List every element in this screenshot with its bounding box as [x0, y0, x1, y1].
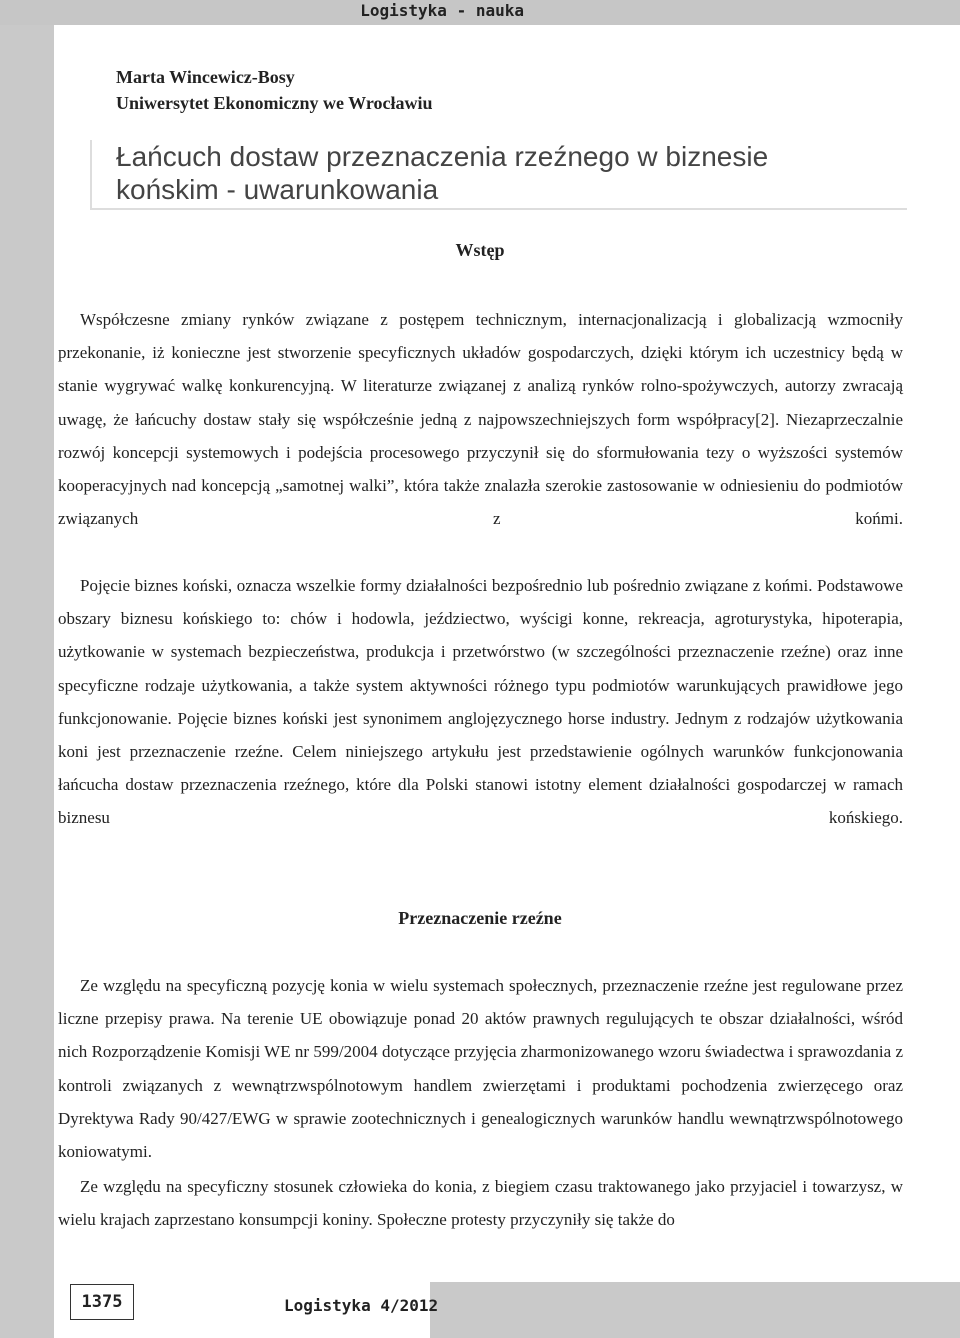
- author-affiliation: Uniwersytet Ekonomiczny we Wrocławiu: [116, 93, 433, 113]
- paragraph: Pojęcie biznes koński, oznacza wszelkie formy działalności bezpośrednio lub pośrednio związane z końmi. Podstawowe obszary biznesu końskiego to: chów i hodowla, jeździectwo, wyścigi konne, rekreacja, agroturystyka, hipoterapia, użytkowanie w systemach bezpieczeństwa, produkcja i przetwórstwo (w szczególności przeznaczenie rzeźne) oraz inne specyficzne rodzaje użytkowania, a także system aktywności różnego typu podmiotów warunkujących prawidłowe jego funkcjonowanie. Pojęcie biznes koński jest synonimem anglojęzycznego horse industry. Jednym z rodzajów użytkowania koni jest przeznaczenie rzeźne. Celem niniejszego artykułu jest przedstawienie ogólnych warunków funkcjonowania łańcucha dostaw przeznaczenia rzeźnego, które dla Polski stanowi istotny element działalności gospodarczej w ramach biznesu końskiego.: [58, 576, 903, 828]
- left-margin-band: [0, 0, 54, 1338]
- running-header: [0, 0, 960, 25]
- running-title: Logistyka - nauka: [360, 1, 524, 20]
- article-title-line: Łańcuch dostaw przeznaczenia rzeźnego w biznesie: [116, 141, 769, 172]
- page-number: 1375: [70, 1284, 134, 1320]
- author-name: Marta Wincewicz-Bosy: [116, 67, 295, 87]
- journal-issue: Logistyka 4/2012: [284, 1296, 439, 1315]
- paragraph: Ze względu na specyficzny stosunek człowieka do konia, z biegiem czasu traktowanego jako przyjaciel i towarzysz, w wielu krajach zaprzestano konsumpcji koniny. Społeczne protesty przyczyniły się także do: [58, 1177, 903, 1230]
- section-heading-intro: Wstęp: [455, 240, 505, 260]
- section-heading-slaughter: Przeznaczenie rzeźne: [398, 908, 562, 928]
- author-block: [116, 64, 433, 116]
- article-title: [116, 140, 896, 206]
- paragraph: Ze względu na specyficzną pozycję konia w wielu systemach społecznych, przeznaczenie rzeźne jest regulowane przez liczne przepisy prawa. Na terenie UE obowiązuje ponad 20 aktów prawnych regulujących te obszar działalności, wśród nich Rozporządzenie Komisji WE nr 599/2004 dotyczące przyjęcia zharmonizowanego wzoru świadectwa i sprawozdania z kontroli związanych z wewnątrzwspólnotowym handlem zwierzętami i produktami pochodzenia zwierzęcego oraz Dyrektywa Rady 90/427/EWG w sprawie zootechnicznych i genealogicznych warunków handlu wewnątrzwspólnotowego koniowatymi.: [58, 976, 903, 1162]
- article-title-line: końskim - uwarunkowania: [116, 174, 439, 205]
- paragraph: Współczesne zmiany rynków związane z postępem technicznym, internacjonalizacją i globalizacją wzmocniły przekonanie, iż konieczne jest stworzenie specyficznych układów gospodarczych, dzięki którym ich uczestnicy będą w stanie wygrywać walkę konkurencyjną. W literaturze związanej z analizą rynków rolno-spożywczych, autorzy zwracają uwagę, że łańcuchy dostaw stały się współcześnie jedną z najpowszechniejszych form współpracy[2]. Niezaprzeczalnie rozwój koncepcji systemowych i podejścia procesowego przyczynił się do sformułowania tezy o wyższości systemów kooperacyjnych nad koncepcją „samotnej walki”, która także znalazła szerokie zastosowanie w odniesieniu do podmiotów związanych z końmi.: [58, 310, 903, 529]
